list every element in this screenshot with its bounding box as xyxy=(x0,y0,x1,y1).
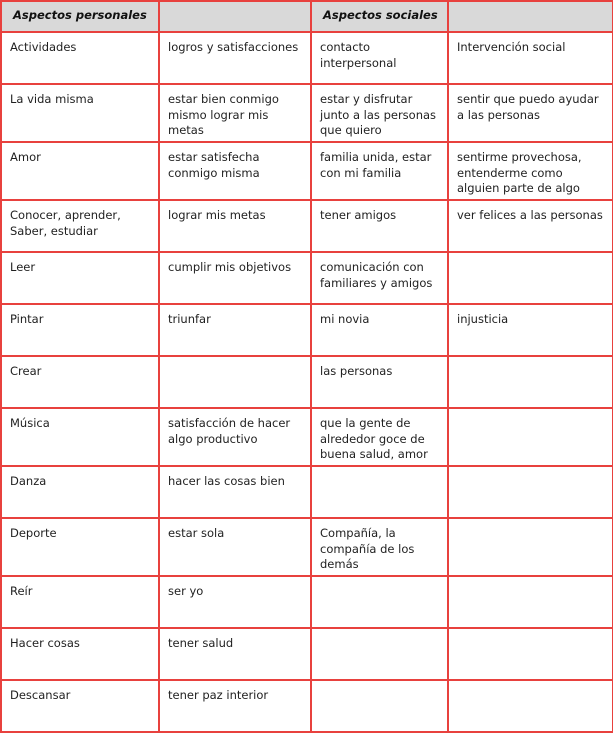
table-cell: tener salud xyxy=(159,628,311,680)
table-row xyxy=(1,252,613,304)
table-cell xyxy=(448,576,613,628)
table-cell: Música xyxy=(1,408,159,466)
table-cell xyxy=(448,252,613,304)
table-row xyxy=(1,32,613,84)
header-blank-1 xyxy=(159,1,311,32)
table-cell: lograr mis metas xyxy=(159,200,311,252)
header-row xyxy=(1,1,613,32)
table-cell xyxy=(311,466,448,518)
table-cell: familia unida, estar con mi familia xyxy=(311,142,448,200)
table-row xyxy=(1,84,613,142)
table-cell: satisfacción de hacer algo productivo xyxy=(159,408,311,466)
table-row xyxy=(1,142,613,200)
table-cell: ser yo xyxy=(159,576,311,628)
header-blank-2 xyxy=(448,1,613,32)
table-cell: estar sola xyxy=(159,518,311,576)
table-cell xyxy=(448,466,613,518)
table-cell: estar y disfrutar junto a las personas que quiero xyxy=(311,84,448,142)
table-row xyxy=(1,408,613,466)
table-cell: contacto interpersonal xyxy=(311,32,448,84)
table-cell: Crear xyxy=(1,356,159,408)
table-cell: estar bien conmigo mismo lograr mis metas xyxy=(159,84,311,142)
table-cell: cumplir mis objetivos xyxy=(159,252,311,304)
table-row xyxy=(1,628,613,680)
table-cell: Deporte xyxy=(1,518,159,576)
table-cell xyxy=(448,408,613,466)
table-cell: Descansar xyxy=(1,680,159,732)
table-cell: logros y satisfacciones xyxy=(159,32,311,84)
table-cell: tener amigos xyxy=(311,200,448,252)
table-cell: sentir que puedo ayudar a las personas xyxy=(448,84,613,142)
table-cell xyxy=(311,680,448,732)
table-cell: Actividades xyxy=(1,32,159,84)
table-cell: Pintar xyxy=(1,304,159,356)
table-cell: ver felices a las personas xyxy=(448,200,613,252)
table-cell: Amor xyxy=(1,142,159,200)
table-cell xyxy=(448,680,613,732)
table-row xyxy=(1,518,613,576)
table-cell xyxy=(311,628,448,680)
table-row xyxy=(1,356,613,408)
table-cell: La vida misma xyxy=(1,84,159,142)
table-cell: Leer xyxy=(1,252,159,304)
table-cell: hacer las cosas bien xyxy=(159,466,311,518)
table-cell: mi novia xyxy=(311,304,448,356)
table-cell: que la gente de alrededor goce de buena salud, amor xyxy=(311,408,448,466)
header-social: Aspectos sociales xyxy=(311,1,448,32)
table-cell: Hacer cosas xyxy=(1,628,159,680)
table-cell xyxy=(448,518,613,576)
table-cell: estar satisfecha conmigo misma xyxy=(159,142,311,200)
table-cell: sentirme provechosa, entenderme como alguien parte de algo xyxy=(448,142,613,200)
table-cell: injusticia xyxy=(448,304,613,356)
table-row xyxy=(1,200,613,252)
table-row xyxy=(1,576,613,628)
table-cell: Conocer, aprender, Saber, estudiar xyxy=(1,200,159,252)
table-cell: triunfar xyxy=(159,304,311,356)
table-row xyxy=(1,304,613,356)
table-cell xyxy=(448,356,613,408)
table-cell xyxy=(311,576,448,628)
table-row xyxy=(1,466,613,518)
table-cell: comunicación con familiares y amigos xyxy=(311,252,448,304)
header-personal: Aspectos personales xyxy=(1,1,159,32)
table-cell: tener paz interior xyxy=(159,680,311,732)
table-cell: Compañía, la compañía de los demás xyxy=(311,518,448,576)
table-cell xyxy=(448,628,613,680)
table-cell xyxy=(159,356,311,408)
table-row xyxy=(1,680,613,732)
table-cell: Reír xyxy=(1,576,159,628)
table-cell: las personas xyxy=(311,356,448,408)
table-cell: Danza xyxy=(1,466,159,518)
table-cell: Intervención social xyxy=(448,32,613,84)
